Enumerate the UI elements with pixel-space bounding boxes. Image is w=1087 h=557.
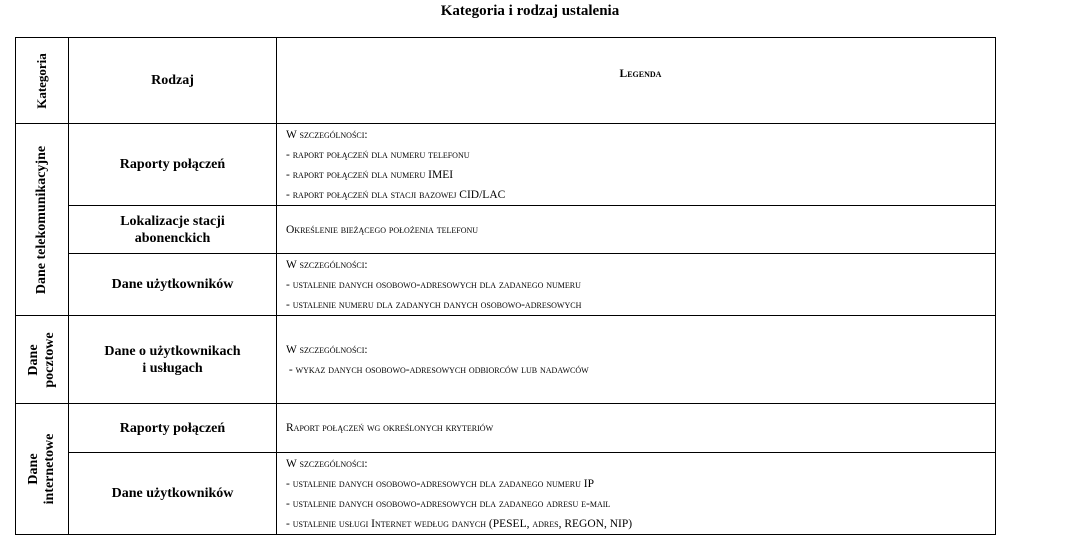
page-title: Kategoria i rodzaj ustalenia [440, 3, 620, 19]
legend-line: - raport połączeń dla numeru telefonu [286, 148, 470, 161]
rodzaj-line: Dane o użytkownikach [104, 343, 241, 359]
category-table [15, 37, 996, 535]
header-rodzaj: Rodzaj [69, 38, 277, 124]
rodzaj-line: i usługach [142, 360, 203, 376]
table-row [16, 206, 996, 254]
legend-cell [277, 254, 996, 316]
rodzaj-cell: Raporty połączeń [69, 404, 277, 453]
category-label-line: Dane [26, 343, 41, 376]
legend-line: - wykaz danych osobowo-adresowych odbiorców lub nadawców [286, 363, 589, 376]
table-row [16, 124, 996, 206]
category-label-line: pocztowe [42, 331, 57, 388]
rodzaj-cell: Dane użytkowników [69, 254, 277, 316]
header-kategoria: Kategoria [34, 52, 49, 109]
legend-line: - ustalenie numeru dla zadanych danych osobowo-adresowych [286, 298, 582, 311]
legend-line: - ustalenie usługi Internet według danych (PESEL, adres, REGON, NIP) [286, 517, 633, 530]
table-row [16, 453, 996, 535]
rodzaj-line: abonenckich [134, 230, 211, 246]
category-label: Dane telekomunikacyjne [34, 145, 49, 294]
table-header-row [16, 38, 996, 124]
category-label [26, 434, 58, 505]
rodzaj-line: Lokalizacje stacji [120, 213, 225, 229]
category-label [26, 332, 58, 387]
header-legenda: Legenda [277, 38, 996, 124]
table-row [16, 254, 996, 316]
category-label-line: internetowe [42, 433, 57, 505]
rodzaj-cell: Dane użytkowników [69, 453, 277, 535]
header-kategoria-cell [16, 38, 69, 124]
legend-line: W szczególności: [286, 258, 368, 271]
legend-cell [277, 124, 996, 206]
legend-line: - ustalenie danych osobowo-adresowych dla zadanego numeru [286, 278, 581, 291]
rodzaj-cell: Raporty połączeń [69, 124, 277, 206]
legend-line: - ustalenie danych osobowo-adresowych dla zadanego numeru IP [286, 477, 595, 490]
legend-cell [277, 316, 996, 404]
legend-cell [277, 453, 996, 535]
legend-line: - raport połączeń dla numeru IMEI [286, 168, 454, 181]
legend-line: - ustalenie danych osobowo-adresowych dla zadanego adresu e-mail [286, 497, 611, 510]
legend-line: Raport połączeń wg określonych kryteriów [286, 422, 494, 434]
rodzaj-cell [69, 316, 277, 404]
legend-line: - raport połączeń dla stacji bazowej CID/LAC [286, 188, 506, 201]
legend-cell [277, 404, 996, 453]
category-cell-internet [16, 404, 69, 535]
table-row [16, 316, 996, 404]
category-cell-postal [16, 316, 69, 404]
legend-cell [277, 206, 996, 254]
legend-line: W szczególności: [286, 128, 368, 141]
legend-line: W szczególności: [286, 457, 368, 470]
rodzaj-cell [69, 206, 277, 254]
category-cell-telecom [16, 124, 69, 316]
legend-line: Określenie bieżącego położenia telefonu [286, 223, 479, 236]
table-row [16, 404, 996, 453]
legend-line: W szczególności: [286, 343, 368, 356]
category-label-line: Dane [26, 453, 41, 485]
